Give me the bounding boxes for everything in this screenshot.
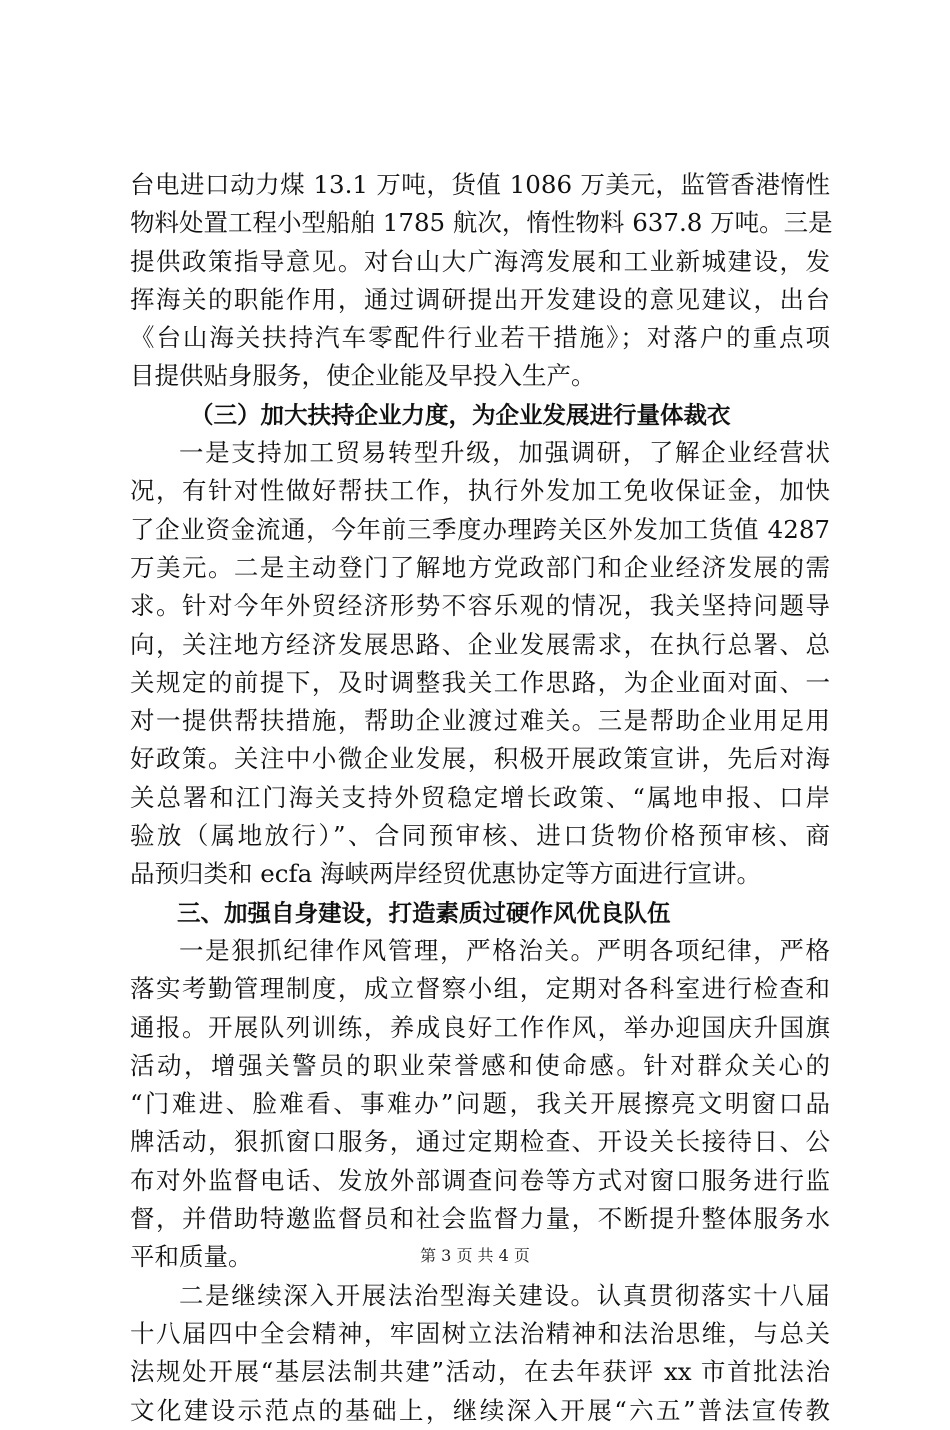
text-line: 一是支持加工贸易转型升级，加强调研，了解企业经营状 <box>179 438 830 468</box>
text-line: 布对外监督电话、发放外部调查问卷等方式对窗口服务进行监 <box>130 1165 830 1195</box>
text-line: 挥海关的职能作用，通过调研提出开发建设的意见建议，出台 <box>130 284 830 314</box>
text-line: 平和质量。 <box>130 1242 253 1272</box>
text-line: 二是继续深入开展法治型海关建设。认真贯彻落实十八届 <box>179 1280 830 1310</box>
text-line: 向，关注地方经济发展思路、企业发展需求，在执行总署、总 <box>130 629 830 659</box>
document-body <box>130 166 833 1430</box>
text-line: 活动，增强关警员的职业荣誉感和使命感。针对群众关心的 <box>130 1050 830 1080</box>
text-line: 提供政策指导意见。对台山大广海湾发展和工业新城建设，发 <box>130 246 830 276</box>
text-line: 目提供贴身服务，使企业能及早投入生产。 <box>130 361 596 391</box>
text-line: 关总署和江门海关支持外贸稳定增长政策、“属地申报、口岸 <box>130 782 830 812</box>
text-line: 物料处置工程小型船舶 1785 航次，惰性物料 637.8 万吨。三是 <box>130 208 833 238</box>
section-heading: （三）加大扶持企业力度，为企业发展进行量体裁衣 <box>190 400 731 429</box>
text-line: 好政策。关注中小微企业发展，积极开展政策宣讲，先后对海 <box>130 744 830 774</box>
text-line: 督，并借助特邀监督员和社会监督力量，不断提升整体服务水 <box>130 1204 830 1234</box>
text-line: 牌活动，狠抓窗口服务，通过定期检查、开设关长接待日、公 <box>130 1127 830 1157</box>
text-line: 法规处开展“基层法制共建”活动，在去年获评 xx 市首批法治 <box>130 1357 830 1387</box>
text-line: 验放（属地放行）”、合同预审核、进口货物价格预审核、商 <box>130 821 830 851</box>
text-line: 求。针对今年外贸经济形势不容乐观的情况，我关坚持问题导 <box>130 591 830 621</box>
text-line: 《台山海关扶持汽车零配件行业若干措施》；对落户的重点项 <box>130 323 830 353</box>
text-line: 品预归类和 ecfa 海峡两岸经贸优惠协定等方面进行宣讲。 <box>130 859 761 889</box>
text-line: 万美元。二是主动登门了解地方党政部门和企业经济发展的需 <box>130 552 830 582</box>
text-line: 文化建设示范点的基础上，继续深入开展“六五”普法宣传教 <box>130 1395 830 1425</box>
page-footer: 第 3 页 共 4 页 <box>420 1246 530 1265</box>
text-line: 十八届四中全会精神，牢固树立法治精神和法治思维，与总关 <box>130 1318 830 1348</box>
text-line: 况，有针对性做好帮扶工作，执行外发加工免收保证金，加快 <box>130 476 830 506</box>
text-line: 关规定的前提下，及时调整我关工作思路，为企业面对面、一 <box>130 667 830 697</box>
text-line: 落实考勤管理制度，成立督察小组，定期对各科室进行检查和 <box>130 974 830 1004</box>
text-line: 台电进口动力煤 13.1 万吨，货值 1086 万美元，监管香港惰性 <box>130 170 830 199</box>
text-line: “门难进、脸难看、事难办”问题，我关开展擦亮文明窗口品 <box>130 1089 830 1119</box>
section-heading: 三、加强自身建设，打造素质过硬作风优良队伍 <box>177 898 671 927</box>
text-line: 对一提供帮扶措施，帮助企业渡过难关。三是帮助企业用足用 <box>130 706 830 736</box>
text-line: 一是狠抓纪律作风管理，严格治关。严明各项纪律，严格 <box>179 935 830 965</box>
text-line: 通报。开展队列训练，养成良好工作作风，举办迎国庆升国旗 <box>130 1012 830 1042</box>
text-line: 了企业资金流通，今年前三季度办理跨关区外发加工货值 4287 <box>130 514 830 544</box>
